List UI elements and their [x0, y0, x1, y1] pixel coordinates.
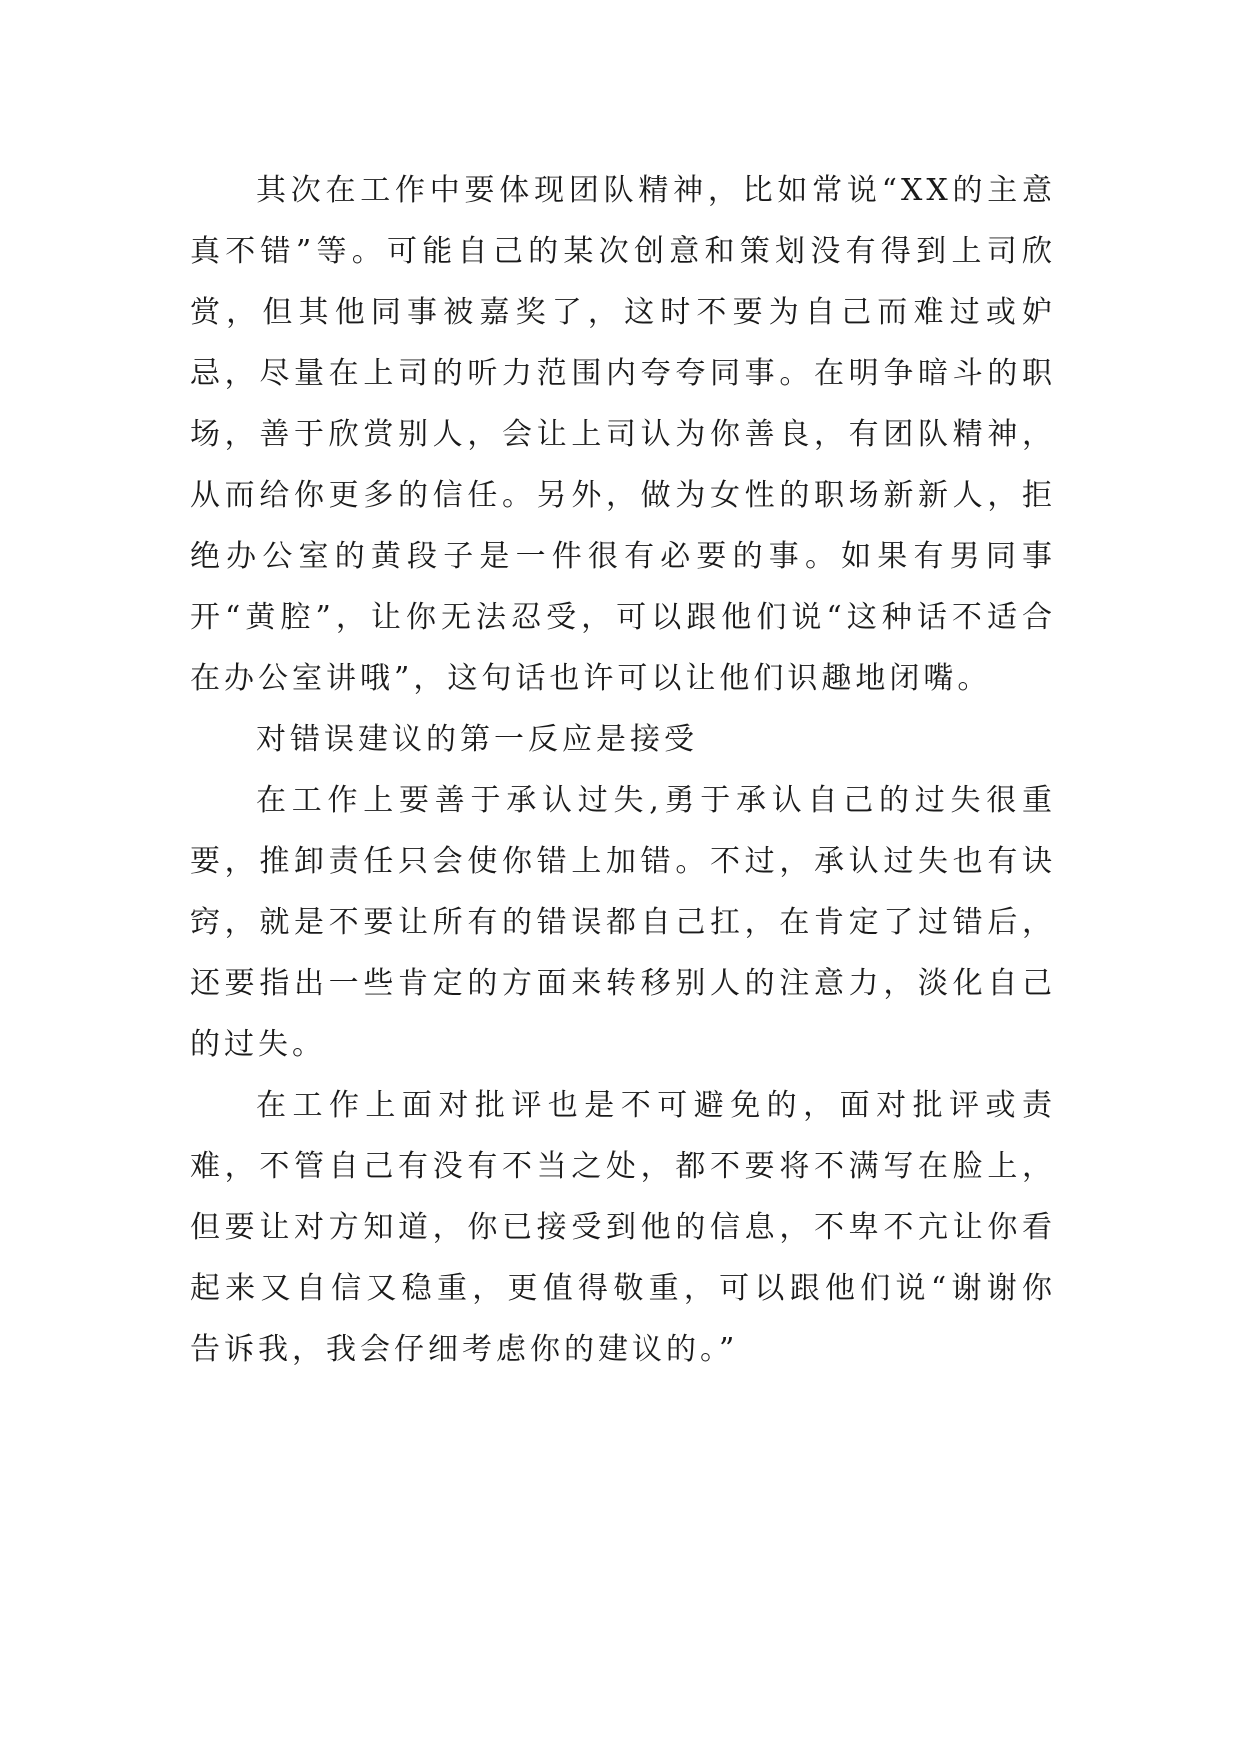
document-body — [190, 160, 1056, 1380]
paragraph-team-spirit: 其次在工作中要体现团队精神，比如常说“XX的主意真不错”等。可能自己的某次创意和策划没有得到上司欣赏，但其他同事被嘉奖了，这时不要为自己而难过或妒忌，尽量在上司的听力范围内夸夸同事。在明争暗斗的职场，善于欣赏别人，会让上司认为你善良，有团队精神，从而给你更多的信任。另外，做为女性的职场新新人，拒绝办公室的黄段子是一件很有必要的事。如果有男同事开“黄腔”，让你无法忍受，可以跟他们说“这种话不适合在办公室讲哦”，这句话也许可以让他们识趣地闭嘴。 — [190, 173, 1056, 696]
paragraph-admit-mistakes: 在工作上要善于承认过失,勇于承认自己的过失很重要，推卸责任只会使你错上加错。不过，承认过失也有诀窍，就是不要让所有的错误都自己扛，在肯定了过错后，还要指出一些肯定的方面来转移别人的注意力，淡化自己的过失。 — [190, 783, 1056, 1062]
section-heading-accept-mistakes: 对错误建议的第一反应是接受 — [256, 722, 698, 757]
paragraph-face-criticism: 在工作上面对批评也是不可避免的，面对批评或责难，不管自己有没有不当之处，都不要将不满写在脸上，但要让对方知道，你已接受到他的信息，不卑不亢让你看起来又自信又稳重，更值得敬重，可以跟他们说“谢谢你告诉我，我会仔细考虑你的建议的。” — [190, 1088, 1056, 1367]
